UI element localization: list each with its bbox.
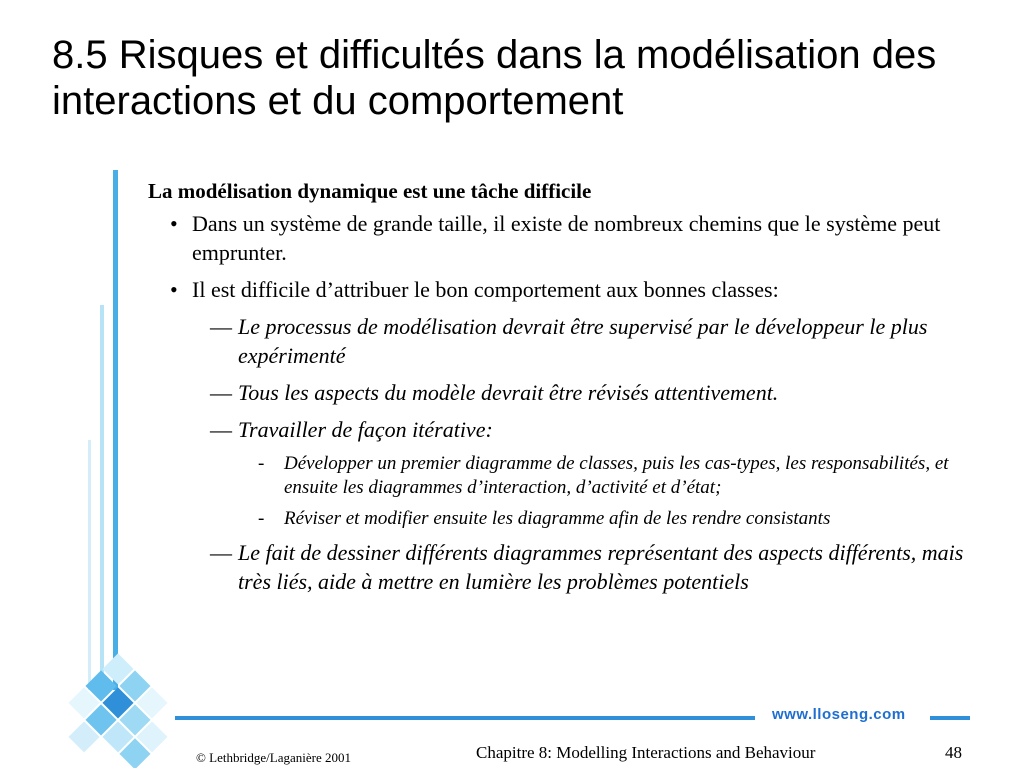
bullet-marker: • [170,277,178,302]
sub-sub-item [148,507,978,531]
decor-bar-main [113,170,118,690]
dash-marker: — [210,314,232,339]
chapter-label: Chapitre 8: Modelling Interactions and Behaviour [476,743,816,762]
bullet-item [148,209,978,267]
slide-title: 8.5 Risques et difficultés dans la modélisation des interactions et du comportement [52,33,937,123]
bullet-marker: • [170,211,178,236]
dash-marker: — [210,417,232,442]
sub-item [148,415,978,444]
bullet-text: Dans un système de grande taille, il existe de nombreux chemins que le système peut emprunter. [192,211,941,265]
slide-content [148,177,978,604]
sub-item [148,312,978,370]
page-number: 48 [945,743,962,762]
sub-sub-item-text: Développer un premier diagramme de classes, puis les cas-types, les responsabilités, et ensuite les diagrammes d’interaction, d’activité et d’état; [284,453,949,498]
dash-marker: — [210,380,232,405]
sub-item-text: Le fait de dessiner différents diagrammes représentant des aspects différents, mais très liés, aide à mettre en lumière les problèmes potentiels [238,540,964,594]
sub-item [148,538,978,596]
hyphen-marker: - [258,453,265,474]
footer-rule [175,716,755,720]
sub-sub-item-text: Réviser et modifier ensuite les diagramme afin de les rendre consistants [284,508,831,529]
bullet-item [148,275,978,304]
copyright-text: © Lethbridge/Laganière 2001 [196,750,351,765]
website-link[interactable]: www.lloseng.com [772,706,906,723]
sub-item-text: Le processus de modélisation devrait être supervisé par le développeur le plus expérimenté [238,314,928,368]
sub-item-text: Travailler de façon itérative: [238,417,493,442]
hyphen-marker: - [258,508,265,529]
section-heading: La modélisation dynamique est une tâche difficile [148,179,592,203]
decor-bar-medium [100,305,104,690]
sub-item-text: Tous les aspects du modèle devrait être révisés attentivement. [238,380,779,405]
bullet-text: Il est difficile d’attribuer le bon comportement aux bonnes classes: [192,277,779,302]
tile-mosaic-logo-icon [40,640,190,768]
sub-item [148,378,978,407]
dash-marker: — [210,540,232,565]
sub-sub-item [148,452,978,500]
footer-rule-right [930,716,970,720]
